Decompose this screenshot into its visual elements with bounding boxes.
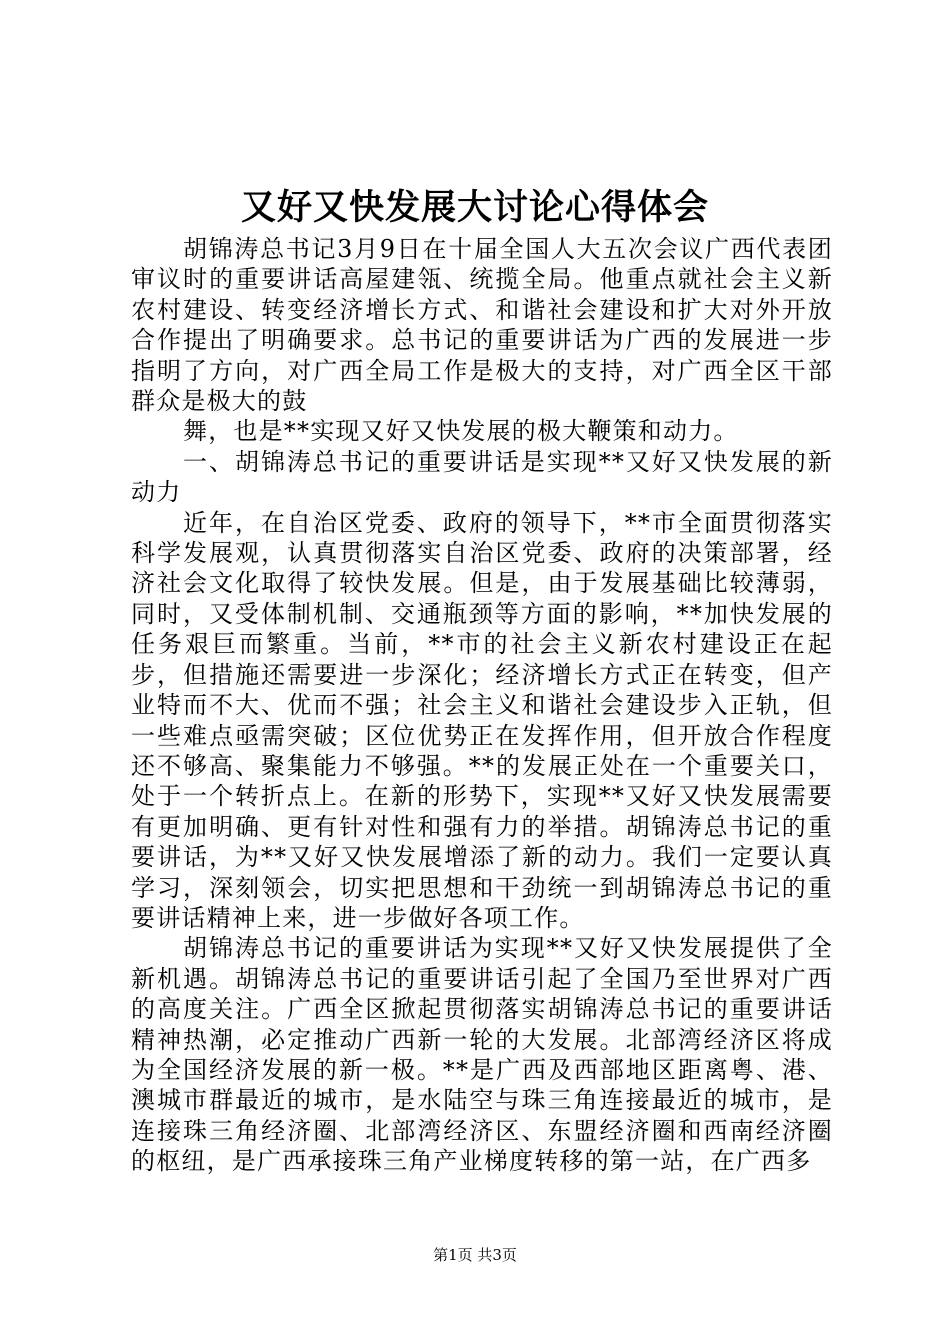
paragraph: 胡锦涛总书记的重要讲话为实现**又好又快发展提供了全新机遇。胡锦涛总书记的重要讲话引起了全国乃至世界对广西的高度关注。广西全区掀起贯彻落实胡锦涛总书记的重要讲话精神热潮，必定推动广西新一轮的大发展。北部湾经济区将成为全国经济发展的新一极。**是广西及西部地区距离粤、港、澳城市群最近的城市，是水陆空与珠三角连接最近的城市，是连接珠三角经济圈、北部湾经济区、东盟经济圈和西南经济圈的枢纽，是广西承接珠三角产业梯度转移的第一站，在广西多: [131, 934, 833, 1176]
paragraph: 舞，也是**实现又好又快发展的极大鞭策和动力。: [183, 417, 739, 446]
paragraph: 胡锦涛总书记3月9日在十届全国人大五次会议广西代表团审议时的重要讲话高屋建瓴、统揽全局。他重点就社会主义新农村建设、转变经济增长方式、和谐社会建设和扩大对外开放合作提出了明确要求。总书记的重要讲话为广西的发展进一步指明了方向，对广西全局工作是极大的支持，对广西全区干部群众是极大的鼓: [131, 235, 833, 416]
paragraph: 近年，在自治区党委、政府的领导下，**市全面贯彻落实科学发展观，认真贯彻落实自治区党委、政府的决策部署，经济社会文化取得了较快发展。但是，由于发展基础比较薄弱，同时，又受体制机制、交通瓶颈等方面的影响，**加快发展的任务艰巨而繁重。当前，**市的社会主义新农村建设正在起步，但措施还需要进一步深化；经济增长方式正在转变，但产业特而不大、优而不强；社会主义和谐社会建设步入正轨，但一些难点亟需突破；区位优势正在发挥作用，但开放合作程度还不够高、聚集能力不够强。**的发展正处在一个重要关口，处于一个转折点上。在新的形势下，实现**又好又快发展需要有更加明确、更有针对性和强有力的举措。胡锦涛总书记的重要讲话，为**又好又快发展增添了新的动力。我们一定要认真学习，深刻领会，切实把思想和干劲统一到胡锦涛总书记的重要讲话精神上来，进一步做好各项工作。: [131, 508, 833, 932]
section-heading: 一、胡锦涛总书记的重要讲话是实现**又好又快发展的新动力: [131, 447, 833, 507]
document-title: 又好又快发展大讨论心得体会: [240, 187, 709, 228]
document-body: [131, 234, 833, 1177]
page-number-footer: 第1页 共3页: [433, 1246, 517, 1264]
